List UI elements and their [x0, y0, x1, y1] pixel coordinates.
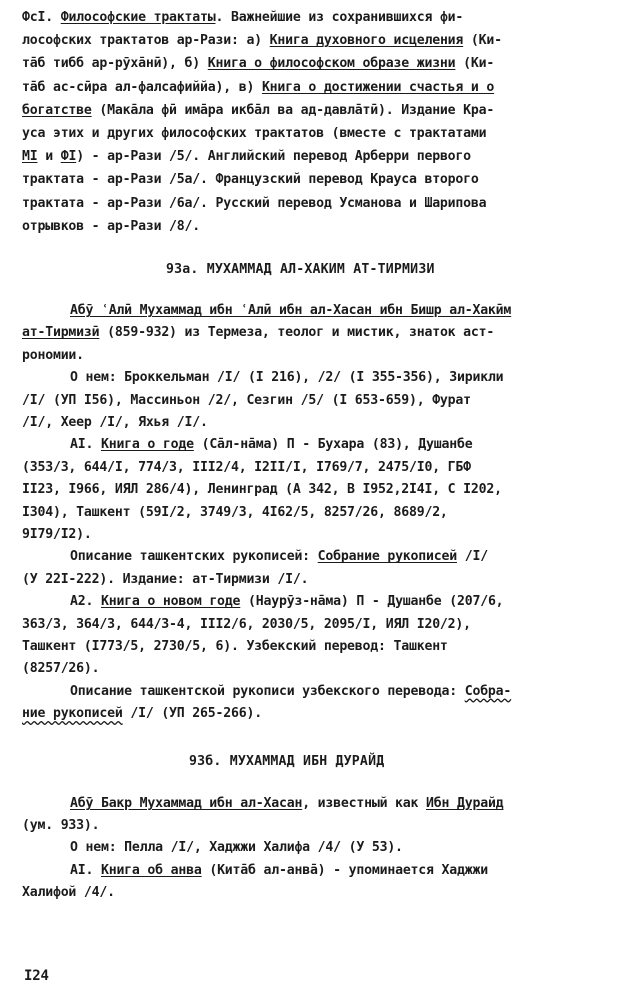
- text-line: [22, 80, 494, 96]
- text-run: /I/ (УП 265-266).: [122, 706, 262, 722]
- section-heading-93b: 93б. МУХАММАД ИБН ДУРАЙД: [189, 754, 385, 769]
- text-run: АI.: [70, 437, 101, 453]
- text-run: АI.: [70, 862, 101, 878]
- text-run: Ташкент (I773/5, 2730/5, 6). Узбекский перевод: Ташкент: [22, 639, 448, 654]
- text-run: Халифой /4/.: [22, 884, 115, 900]
- underlined-title: богатстве: [22, 102, 92, 118]
- text-run: и: [37, 149, 61, 165]
- underlined-title: МI: [22, 149, 38, 165]
- text-line: [70, 684, 511, 700]
- text-line: [22, 219, 200, 235]
- text-line: [22, 33, 502, 49]
- text-line: [22, 482, 502, 498]
- underlined-title: ние рукописей: [22, 706, 123, 722]
- text-run: , известный как: [302, 796, 427, 811]
- text-run: (Наурӯз-на̄ма) П - Душанбе (207/6,: [240, 594, 504, 610]
- text-run: трактата - ар-Рази /5а/. Французский перевод Крауса второго: [22, 172, 479, 188]
- text-run: (Мака̄ла фӣ има̄ра икба̄л ва ад-давла̄тӣ). Издание Кра-: [91, 102, 495, 118]
- text-line: [22, 706, 262, 722]
- text-run: Описание ташкентской рукописи узбекского перевода:: [70, 683, 465, 699]
- text-run: Описание ташкентских рукописей:: [70, 549, 318, 565]
- text-line: [22, 348, 84, 364]
- text-run: . Важнейшие из сохранившихся фи-: [215, 10, 464, 25]
- underlined-title: Абӯ ʿАлӣ Мухаммад ибн ʿАлӣ ибн ал-Хасан ибн Бишр ал-Хакӣм: [70, 303, 512, 318]
- text-line: [70, 863, 488, 879]
- text-run: та̄б тибб ар-рӯха̄нӣ), б): [22, 56, 208, 72]
- text-run: (353/3, 644/I, 774/3, III2/4, I2II/I, I769/7, 2475/I0, ГБФ: [22, 459, 471, 475]
- text-line: [70, 549, 488, 565]
- text-line: [22, 818, 99, 834]
- underlined-title: ат-Тирмизӣ: [22, 325, 100, 341]
- text-line: [22, 196, 486, 212]
- text-line: [22, 617, 471, 633]
- underlined-title: Книга об анва: [100, 862, 202, 878]
- text-line: [22, 572, 308, 588]
- text-run: /I/ (УП I56), Массиньон /2/, Сезгин /5/ (I 653-659), Фурат: [22, 392, 471, 408]
- text-run: /I/: [456, 549, 488, 565]
- underlined-title: Книга духовного исцеления: [269, 33, 464, 49]
- text-run: 363/3, 364/3, 644/3-4, III2/6, 2030/5, 2095/I, ИЯЛ I20/2),: [22, 616, 471, 632]
- text-line: [22, 149, 471, 165]
- underlined-title: ФI: [60, 149, 77, 165]
- text-line: [22, 172, 479, 188]
- underlined-title: Книга о годе: [100, 437, 194, 453]
- text-line: [22, 505, 448, 521]
- section-heading-93a: 93а. МУХАММАД АЛ-ХАКИМ АТ-ТИРМИЗИ: [166, 262, 435, 277]
- text-line: [22, 415, 208, 431]
- text-line: [22, 527, 92, 543]
- underlined-title: Собрание рукописей: [317, 549, 457, 565]
- text-line: [70, 437, 472, 453]
- text-run: (Са̄л-на̄ма) П - Бухара (83), Душанбе: [193, 437, 473, 453]
- underlined-title: Книга о новом годе: [100, 594, 241, 610]
- underlined-title: Собра-: [464, 683, 512, 699]
- text-line: [22, 325, 494, 341]
- text-line: [22, 56, 494, 72]
- text-run: отрывков - ар-Рази /8/.: [22, 218, 201, 234]
- text-line: [22, 10, 463, 26]
- text-line: [70, 370, 503, 386]
- text-run: (Ки-: [455, 56, 495, 72]
- text-line: [70, 840, 403, 856]
- text-line: [22, 661, 99, 677]
- text-run: /I/, Хеер /I/, Яхья /I/.: [22, 415, 208, 430]
- underlined-title: Абӯ Бакр Мухаммад ибн ал-Хасан: [70, 796, 303, 811]
- text-run: трактата - ар-Рази /6а/. Русский перевод Усманова и Шарипова: [22, 195, 487, 211]
- text-run: 9I79/I2).: [22, 527, 92, 542]
- text-line: [22, 393, 471, 409]
- text-run: О нем: Броккельман /I/ (I 216), /2/ (I 355-356), Зирикли: [70, 370, 504, 386]
- text-line: [22, 639, 448, 655]
- text-run: II23, I966, ИЯЛ 286/4), Ленинград (А 342, В I952,2I4I, С I202,: [22, 482, 502, 498]
- text-run: та̄б ас-сӣра ал-фалсафиййа), в): [22, 79, 262, 95]
- underlined-title: Книга о философском образе жизни: [207, 56, 456, 72]
- text-line: [70, 303, 511, 319]
- text-run: рономии.: [22, 347, 84, 363]
- text-line: [22, 885, 115, 901]
- page-number: I24: [24, 968, 49, 984]
- text-run: (ум. 933).: [22, 818, 100, 834]
- text-run: ФсI.: [22, 10, 61, 25]
- text-run: (8257/26).: [22, 661, 100, 677]
- underlined-title: Философские трактаты: [60, 10, 216, 25]
- text-run: уса этих и других философских трактатов (вместе с трактатами: [22, 126, 487, 141]
- text-line: [22, 126, 486, 142]
- text-run: (У 22I-222). Издание: ат-Тирмизи /I/.: [22, 571, 309, 587]
- text-run: I304), Ташкент (59I/2, 3749/3, 4I62/5, 8257/26, 8689/2,: [22, 504, 448, 520]
- underlined-title: Ибн Дурайд: [426, 796, 504, 811]
- text-run: (Ки-: [463, 33, 502, 49]
- text-line: [70, 796, 503, 812]
- text-run: (Кита̄б ал-анва̄) - упоминается Хаджжи: [201, 862, 488, 878]
- text-run: (859-932) из Термеза, теолог и мистик, знаток аст-: [99, 325, 495, 341]
- text-run: О нем: Пелла /I/, Хаджжи Халифа /4/ (У 53).: [70, 840, 403, 856]
- text-line: [70, 594, 503, 610]
- text-run: лософских трактатов ар-Рази: а): [22, 33, 270, 49]
- text-run: ) - ар-Рази /5/. Английский перевод Арберри первого: [76, 149, 471, 165]
- text-run: А2.: [70, 594, 101, 610]
- text-line: [22, 460, 471, 476]
- underlined-title: Книга о достижении счастья и о: [261, 79, 495, 95]
- text-line: [22, 103, 494, 119]
